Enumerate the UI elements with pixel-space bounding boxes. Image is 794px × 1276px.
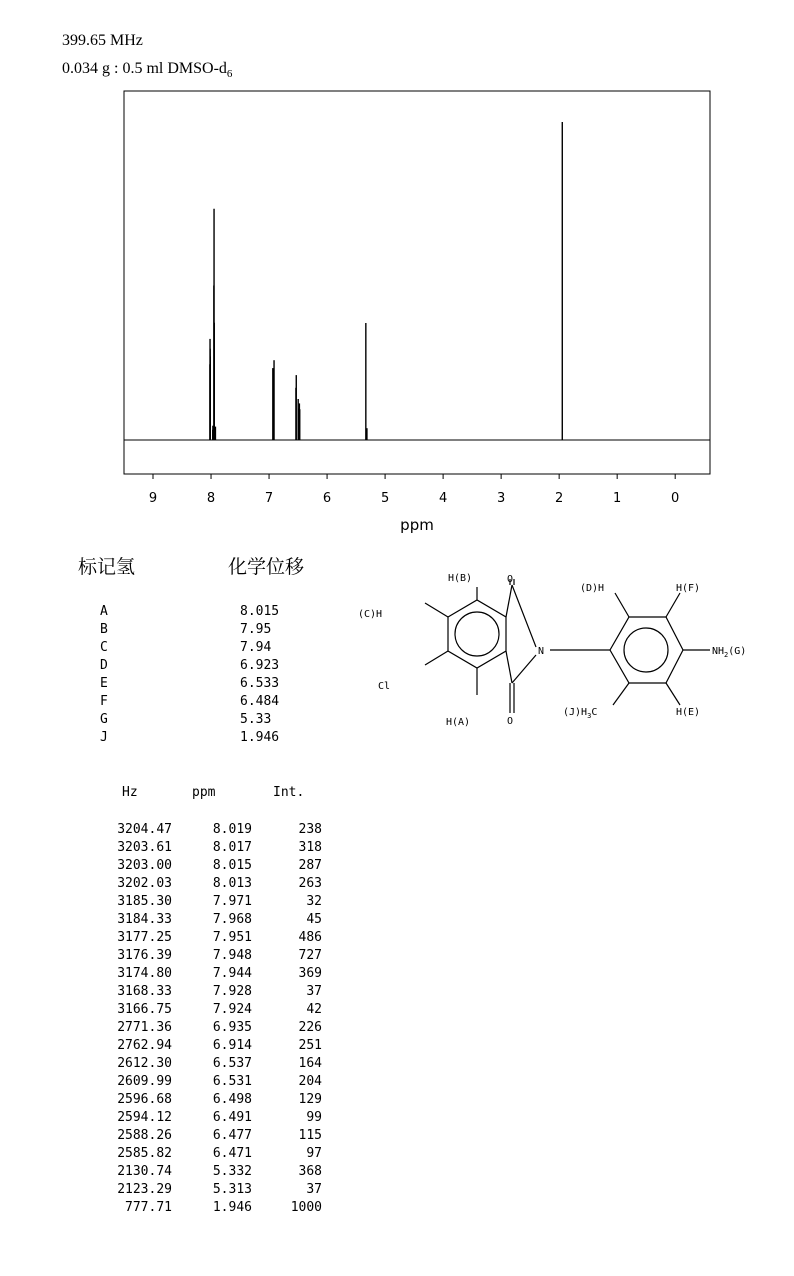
peak-cell-int: 99 xyxy=(306,1110,322,1125)
label-ch: (C)H xyxy=(358,609,383,620)
assignment-shift: 1.946 xyxy=(240,730,280,745)
peak-cell-int: 727 xyxy=(298,948,322,963)
assignment-shift: 6.533 xyxy=(240,676,280,691)
peak-cell-hz: 777.71 xyxy=(125,1200,172,1215)
peak-table-row xyxy=(100,1181,340,1199)
sample-subscript: 6 xyxy=(226,68,233,81)
peak-table-row xyxy=(100,1109,340,1127)
assignment-row xyxy=(100,639,300,657)
assignment-row xyxy=(100,711,300,729)
x-tick-label: 4 xyxy=(438,491,448,506)
peak-cell-hz: 2585.82 xyxy=(117,1146,172,1161)
peak-table-row xyxy=(100,1001,340,1019)
peak-cell-ppm: 7.924 xyxy=(212,1002,252,1017)
peak-cell-ppm: 7.948 xyxy=(212,948,252,963)
assignment-shift: 6.484 xyxy=(240,694,280,709)
assignment-label: J xyxy=(100,730,108,745)
peak-cell-hz: 2594.12 xyxy=(117,1110,172,1125)
peak-cell-int: 204 xyxy=(298,1074,322,1089)
bond-c-carbonyl-top xyxy=(506,585,512,617)
sample-prefix: 0.034 g : 0.5 ml DMSO-d xyxy=(62,60,227,77)
assignment-label: D xyxy=(100,658,108,673)
peak-cell-hz: 2588.26 xyxy=(117,1128,172,1143)
peak-cell-int: 42 xyxy=(306,1002,322,1017)
peak-cell-hz: 3184.33 xyxy=(117,912,172,927)
peak-cell-ppm: 8.013 xyxy=(212,876,252,891)
peak-cell-ppm: 5.313 xyxy=(212,1182,252,1197)
peak-table-row xyxy=(100,1091,340,1109)
left-aromatic-circle xyxy=(455,612,499,656)
peak-cell-ppm: 8.015 xyxy=(212,858,252,873)
peak-cell-int: 115 xyxy=(298,1128,322,1143)
peak-cell-ppm: 6.498 xyxy=(212,1092,252,1107)
bond-c-carbonyl-bottom xyxy=(506,651,512,683)
peak-cell-hz: 2596.68 xyxy=(117,1092,172,1107)
right-aromatic-circle xyxy=(624,628,668,672)
label-jh3c: $(J)H_3C$ xyxy=(563,707,598,720)
label-nh2: $NH_2(G)$ xyxy=(712,646,747,659)
peak-table-row xyxy=(100,1055,340,1073)
assignment-row xyxy=(100,729,300,747)
peak-cell-hz: 2762.94 xyxy=(117,1038,172,1053)
peak-cell-ppm: 5.332 xyxy=(212,1164,252,1179)
peak-table-row xyxy=(100,857,340,875)
label-ha: H(A) xyxy=(446,717,471,728)
molecule-structure xyxy=(350,565,780,735)
peak-cell-hz: 2612.30 xyxy=(117,1056,172,1071)
label-dh: (D)H xyxy=(580,583,605,594)
peak-cell-int: 1000 xyxy=(290,1200,322,1215)
peak-table-row xyxy=(100,1199,340,1217)
assignment-row xyxy=(100,675,300,693)
peak-table-row xyxy=(100,929,340,947)
peak-cell-hz: 3204.47 xyxy=(117,822,172,837)
x-axis xyxy=(149,474,679,506)
x-tick-label: 7 xyxy=(264,491,274,506)
assignment-shift: 5.33 xyxy=(240,712,272,727)
peak-cell-ppm: 7.928 xyxy=(212,984,252,999)
left-benzene-ring xyxy=(448,600,506,668)
assignment-label: A xyxy=(100,604,108,619)
assignment-list xyxy=(100,603,300,747)
x-tick-label: 0 xyxy=(671,491,680,506)
x-tick-label: 5 xyxy=(380,491,390,506)
right-benzene-ring xyxy=(610,617,683,683)
peak-cell-int: 368 xyxy=(298,1164,322,1179)
x-axis-label: ppm xyxy=(400,516,434,534)
assignment-shift-header: 化学位移 xyxy=(228,556,305,578)
peak-table-row xyxy=(100,839,340,857)
peak-table-row xyxy=(100,1037,340,1055)
peak-cell-int: 45 xyxy=(306,912,322,927)
peak-table-header-int: Int. xyxy=(273,785,305,800)
peak-cell-int: 251 xyxy=(298,1038,322,1053)
peak-cell-hz: 2609.99 xyxy=(117,1074,172,1089)
assignment-row xyxy=(100,621,300,639)
peak-table-row xyxy=(100,875,340,893)
peak-cell-hz: 3203.00 xyxy=(117,858,172,873)
label-he: H(E) xyxy=(676,707,701,718)
assignment-label-header: 标记氢 xyxy=(78,556,136,578)
peak-cell-ppm: 6.477 xyxy=(212,1128,252,1143)
assignment-label: F xyxy=(100,694,108,709)
label-hf: H(F) xyxy=(676,583,701,594)
peak-cell-hz: 3185.30 xyxy=(117,894,172,909)
plot-frame xyxy=(124,91,710,474)
peak-cell-int: 238 xyxy=(298,822,322,837)
assignment-label: G xyxy=(100,712,108,727)
peak-cell-hz: 3176.39 xyxy=(117,948,172,963)
peak-cell-ppm: 6.537 xyxy=(212,1056,252,1071)
peak-cell-ppm: 6.935 xyxy=(212,1020,252,1035)
peak-cell-hz: 2130.74 xyxy=(117,1164,172,1179)
assignment-label: B xyxy=(100,622,108,637)
peak-cell-ppm: 6.531 xyxy=(212,1074,252,1089)
peak-cell-hz: 3202.03 xyxy=(117,876,172,891)
peak-cell-ppm: 7.944 xyxy=(212,966,252,981)
label-n: N xyxy=(538,646,545,657)
peak-table-row xyxy=(100,947,340,965)
spectrum-trace xyxy=(124,122,710,440)
peak-table-row xyxy=(100,1019,340,1037)
assignment-label: C xyxy=(100,640,108,655)
peak-cell-hz: 3177.25 xyxy=(117,930,172,945)
assignment-row xyxy=(100,693,300,711)
peak-table-row xyxy=(100,1163,340,1181)
peak-table-header-hz: Hz xyxy=(122,785,138,800)
peak-cell-int: 129 xyxy=(298,1092,322,1107)
peak-cell-int: 164 xyxy=(298,1056,322,1071)
peak-cell-int: 32 xyxy=(306,894,322,909)
assignment-shift: 7.94 xyxy=(240,640,272,655)
peak-cell-ppm: 7.971 xyxy=(212,894,252,909)
peak-cell-ppm: 8.017 xyxy=(212,840,252,855)
peak-cell-int: 369 xyxy=(298,966,322,981)
label-cl: Cl xyxy=(378,681,391,692)
peak-cell-int: 37 xyxy=(306,984,322,999)
peak-cell-hz: 2123.29 xyxy=(117,1182,172,1197)
x-tick-label: 1 xyxy=(613,491,622,506)
peak-table-row xyxy=(100,1073,340,1091)
assignment-label: E xyxy=(100,676,108,691)
x-tick-label: 3 xyxy=(496,491,506,506)
peak-table-header-ppm: ppm xyxy=(192,785,216,800)
assignment-row xyxy=(100,603,300,621)
peak-table-row xyxy=(100,911,340,929)
peak-cell-int: 486 xyxy=(298,930,322,945)
assignment-shift: 6.923 xyxy=(240,658,280,673)
peak-cell-ppm: 6.491 xyxy=(212,1110,252,1125)
spectrometer-frequency: 399.65 MHz xyxy=(62,32,143,49)
peak-table-row xyxy=(100,893,340,911)
x-tick-label: 9 xyxy=(148,491,158,506)
assignment-shift: 7.95 xyxy=(240,622,272,637)
bond-co-n-bottom xyxy=(512,655,536,683)
peak-table-row xyxy=(100,1127,340,1145)
peak-cell-ppm: 8.019 xyxy=(212,822,252,837)
peak-cell-int: 287 xyxy=(298,858,322,873)
assignment-row xyxy=(100,657,300,675)
peak-cell-hz: 2771.36 xyxy=(117,1020,172,1035)
peak-cell-ppm: 7.968 xyxy=(212,912,252,927)
peak-cell-int: 226 xyxy=(298,1020,322,1035)
assignment-shift: 8.015 xyxy=(240,604,280,619)
peak-cell-int: 263 xyxy=(298,876,322,891)
x-tick-label: 6 xyxy=(322,491,332,506)
label-o-top: O xyxy=(507,574,514,585)
peak-table-row xyxy=(100,1145,340,1163)
x-tick-label: 8 xyxy=(206,491,216,506)
label-hb: H(B) xyxy=(448,573,473,584)
peak-cell-int: 97 xyxy=(306,1146,322,1161)
peak-cell-hz: 3168.33 xyxy=(117,984,172,999)
bond-co-n-top xyxy=(512,585,536,647)
x-tick-label: 2 xyxy=(555,491,564,506)
peak-table-row xyxy=(100,965,340,983)
peak-cell-ppm: 6.471 xyxy=(212,1146,252,1161)
peak-table-row xyxy=(100,983,340,1001)
nmr-spectrum-chart xyxy=(0,0,794,540)
peak-cell-ppm: 7.951 xyxy=(212,930,252,945)
peak-cell-hz: 3203.61 xyxy=(117,840,172,855)
peak-cell-ppm: 6.914 xyxy=(212,1038,252,1053)
peak-cell-ppm: 1.946 xyxy=(212,1200,252,1215)
peak-cell-int: 37 xyxy=(306,1182,322,1197)
peak-cell-int: 318 xyxy=(298,840,322,855)
label-o-bottom: O xyxy=(507,716,514,727)
peak-cell-hz: 3174.80 xyxy=(117,966,172,981)
peak-cell-hz: 3166.75 xyxy=(117,1002,172,1017)
peak-table-row xyxy=(100,821,340,839)
